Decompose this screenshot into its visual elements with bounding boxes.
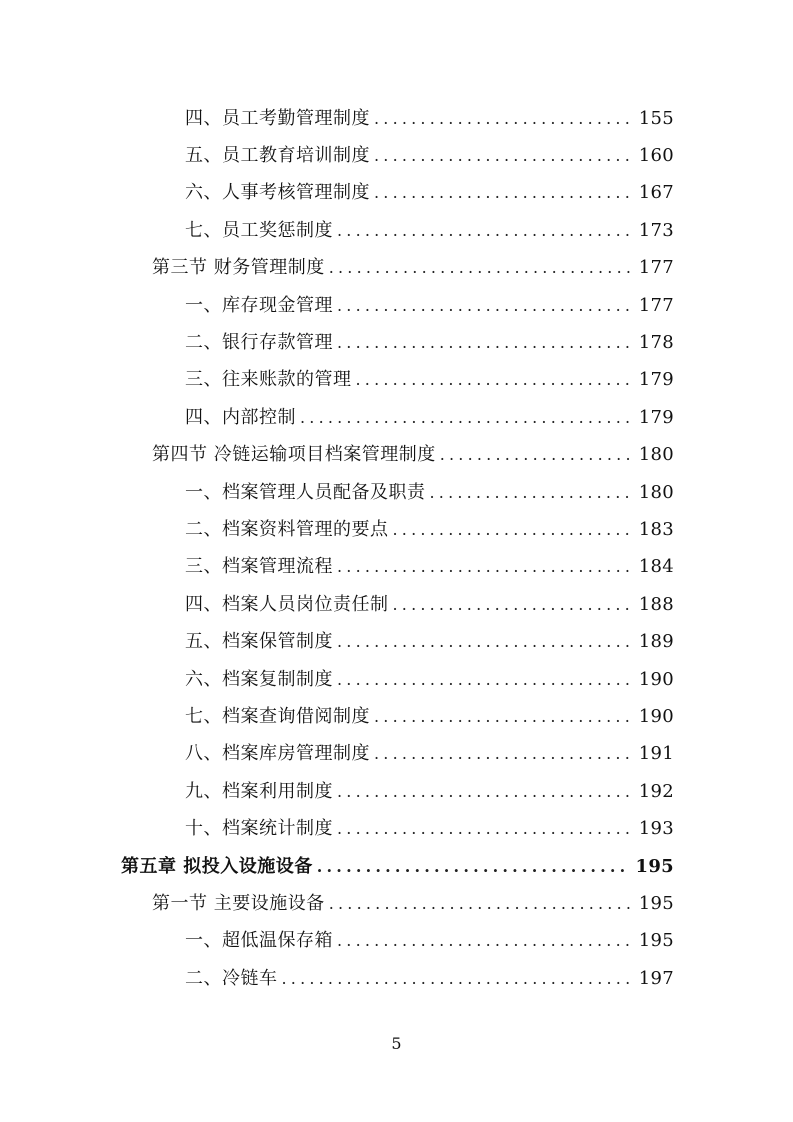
toc-entry-title: 一、库存现金管理 [185,294,333,316]
toc-entry[interactable] [0,250,793,287]
toc-dot-leader [282,971,631,987]
toc-entry-page: 195 [635,855,674,877]
toc-entry[interactable] [0,474,793,511]
toc-entry[interactable] [0,212,793,249]
toc-entry-page: 190 [638,705,674,727]
toc-entry[interactable] [0,848,793,885]
toc-entry-title: 三、往来账款的管理 [185,369,352,391]
toc-entry-title: 七、员工奖惩制度 [185,219,333,241]
toc-entry-page: 178 [638,332,674,354]
toc-entry-page: 167 [638,182,674,204]
page-number: 5 [391,1034,402,1053]
toc-entry-page: 191 [638,743,674,765]
toc-entry-title: 二、档案资料管理的要点 [185,518,389,540]
toc-dot-leader [337,559,631,575]
toc-entry-title: 第一节 主要设施设备 [152,892,325,914]
toc-entry[interactable] [0,810,793,847]
toc-entry[interactable] [0,437,793,474]
toc-dot-leader [317,859,628,875]
toc-entry-page: 197 [638,967,674,989]
toc-entry-page: 179 [638,369,674,391]
toc-entry[interactable] [0,324,793,361]
toc-entry-title: 一、超低温保存箱 [185,930,333,952]
toc-entry-title: 三、档案管理流程 [185,556,333,578]
toc-dot-leader [356,372,631,388]
toc-dot-leader [337,335,631,351]
toc-entry-page: 155 [638,107,674,129]
toc-entry-title: 第四节 冷链运输项目档案管理制度 [152,444,436,466]
toc-entry[interactable] [0,586,793,623]
toc-entry-title: 五、员工教育培训制度 [185,145,370,167]
toc-entry-title: 四、员工考勤管理制度 [185,107,370,129]
toc-entry-page: 177 [638,294,674,316]
toc-entry[interactable] [0,923,793,960]
toc-dot-leader [337,933,631,949]
toc-entry-page: 195 [638,930,674,952]
toc-dot-leader [337,784,631,800]
toc-entry-page: 193 [638,818,674,840]
toc-entry-title: 五、档案保管制度 [185,631,333,653]
toc-entry-title: 十、档案统计制度 [185,818,333,840]
toc-dot-leader [374,709,631,725]
toc-dot-leader [374,185,631,201]
toc-entry-title: 二、银行存款管理 [185,332,333,354]
toc-dot-leader [329,260,631,276]
toc-dot-leader [329,896,631,912]
toc-entry-title: 第三节 财务管理制度 [152,257,325,279]
toc-entry-page: 177 [638,257,674,279]
toc-entry[interactable] [0,511,793,548]
toc-entry[interactable] [0,100,793,137]
toc-dot-leader [337,821,631,837]
toc-dot-leader [374,111,631,127]
toc-entry-title: 九、档案利用制度 [185,780,333,802]
toc-entry-page: 180 [638,444,674,466]
toc-dot-leader [300,410,631,426]
toc-entry[interactable] [0,698,793,735]
toc-entry[interactable] [0,399,793,436]
toc-entry[interactable] [0,137,793,174]
toc-dot-leader [393,522,631,538]
toc-entry[interactable] [0,885,793,922]
toc-entry[interactable] [0,175,793,212]
toc-dot-leader [337,634,631,650]
toc-entry-page: 179 [638,406,674,428]
toc-entry[interactable] [0,773,793,810]
toc-entry-page: 188 [638,593,674,615]
toc-entry-title: 八、档案库房管理制度 [185,743,370,765]
table-of-contents [0,100,793,997]
toc-entry-page: 184 [638,556,674,578]
toc-entry-page: 183 [638,518,674,540]
toc-entry-page: 195 [638,892,674,914]
toc-dot-leader [337,223,631,239]
toc-entry-page: 180 [638,481,674,503]
toc-dot-leader [374,746,631,762]
toc-entry-title: 一、档案管理人员配备及职责 [185,481,426,503]
toc-dot-leader [337,298,631,314]
toc-entry-page: 160 [638,145,674,167]
toc-entry-page: 189 [638,631,674,653]
toc-entry[interactable] [0,960,793,997]
toc-entry[interactable] [0,287,793,324]
toc-dot-leader [440,447,631,463]
toc-entry-title: 四、内部控制 [185,406,296,428]
toc-dot-leader [374,148,631,164]
toc-dot-leader [337,672,631,688]
toc-entry-page: 173 [638,219,674,241]
toc-entry-title: 二、冷链车 [185,967,278,989]
toc-entry-title: 六、档案复制制度 [185,668,333,690]
toc-entry-title: 六、人事考核管理制度 [185,182,370,204]
toc-dot-leader [393,597,631,613]
toc-dot-leader [430,485,631,501]
toc-entry-title: 七、档案查询借阅制度 [185,705,370,727]
toc-entry[interactable] [0,661,793,698]
toc-entry-title: 第五章 拟投入设施设备 [121,855,313,877]
toc-entry-title: 四、档案人员岗位责任制 [185,593,389,615]
toc-entry[interactable] [0,362,793,399]
toc-entry-page: 190 [638,668,674,690]
toc-entry[interactable] [0,623,793,660]
toc-entry-page: 192 [638,780,674,802]
toc-entry[interactable] [0,549,793,586]
toc-entry[interactable] [0,736,793,773]
